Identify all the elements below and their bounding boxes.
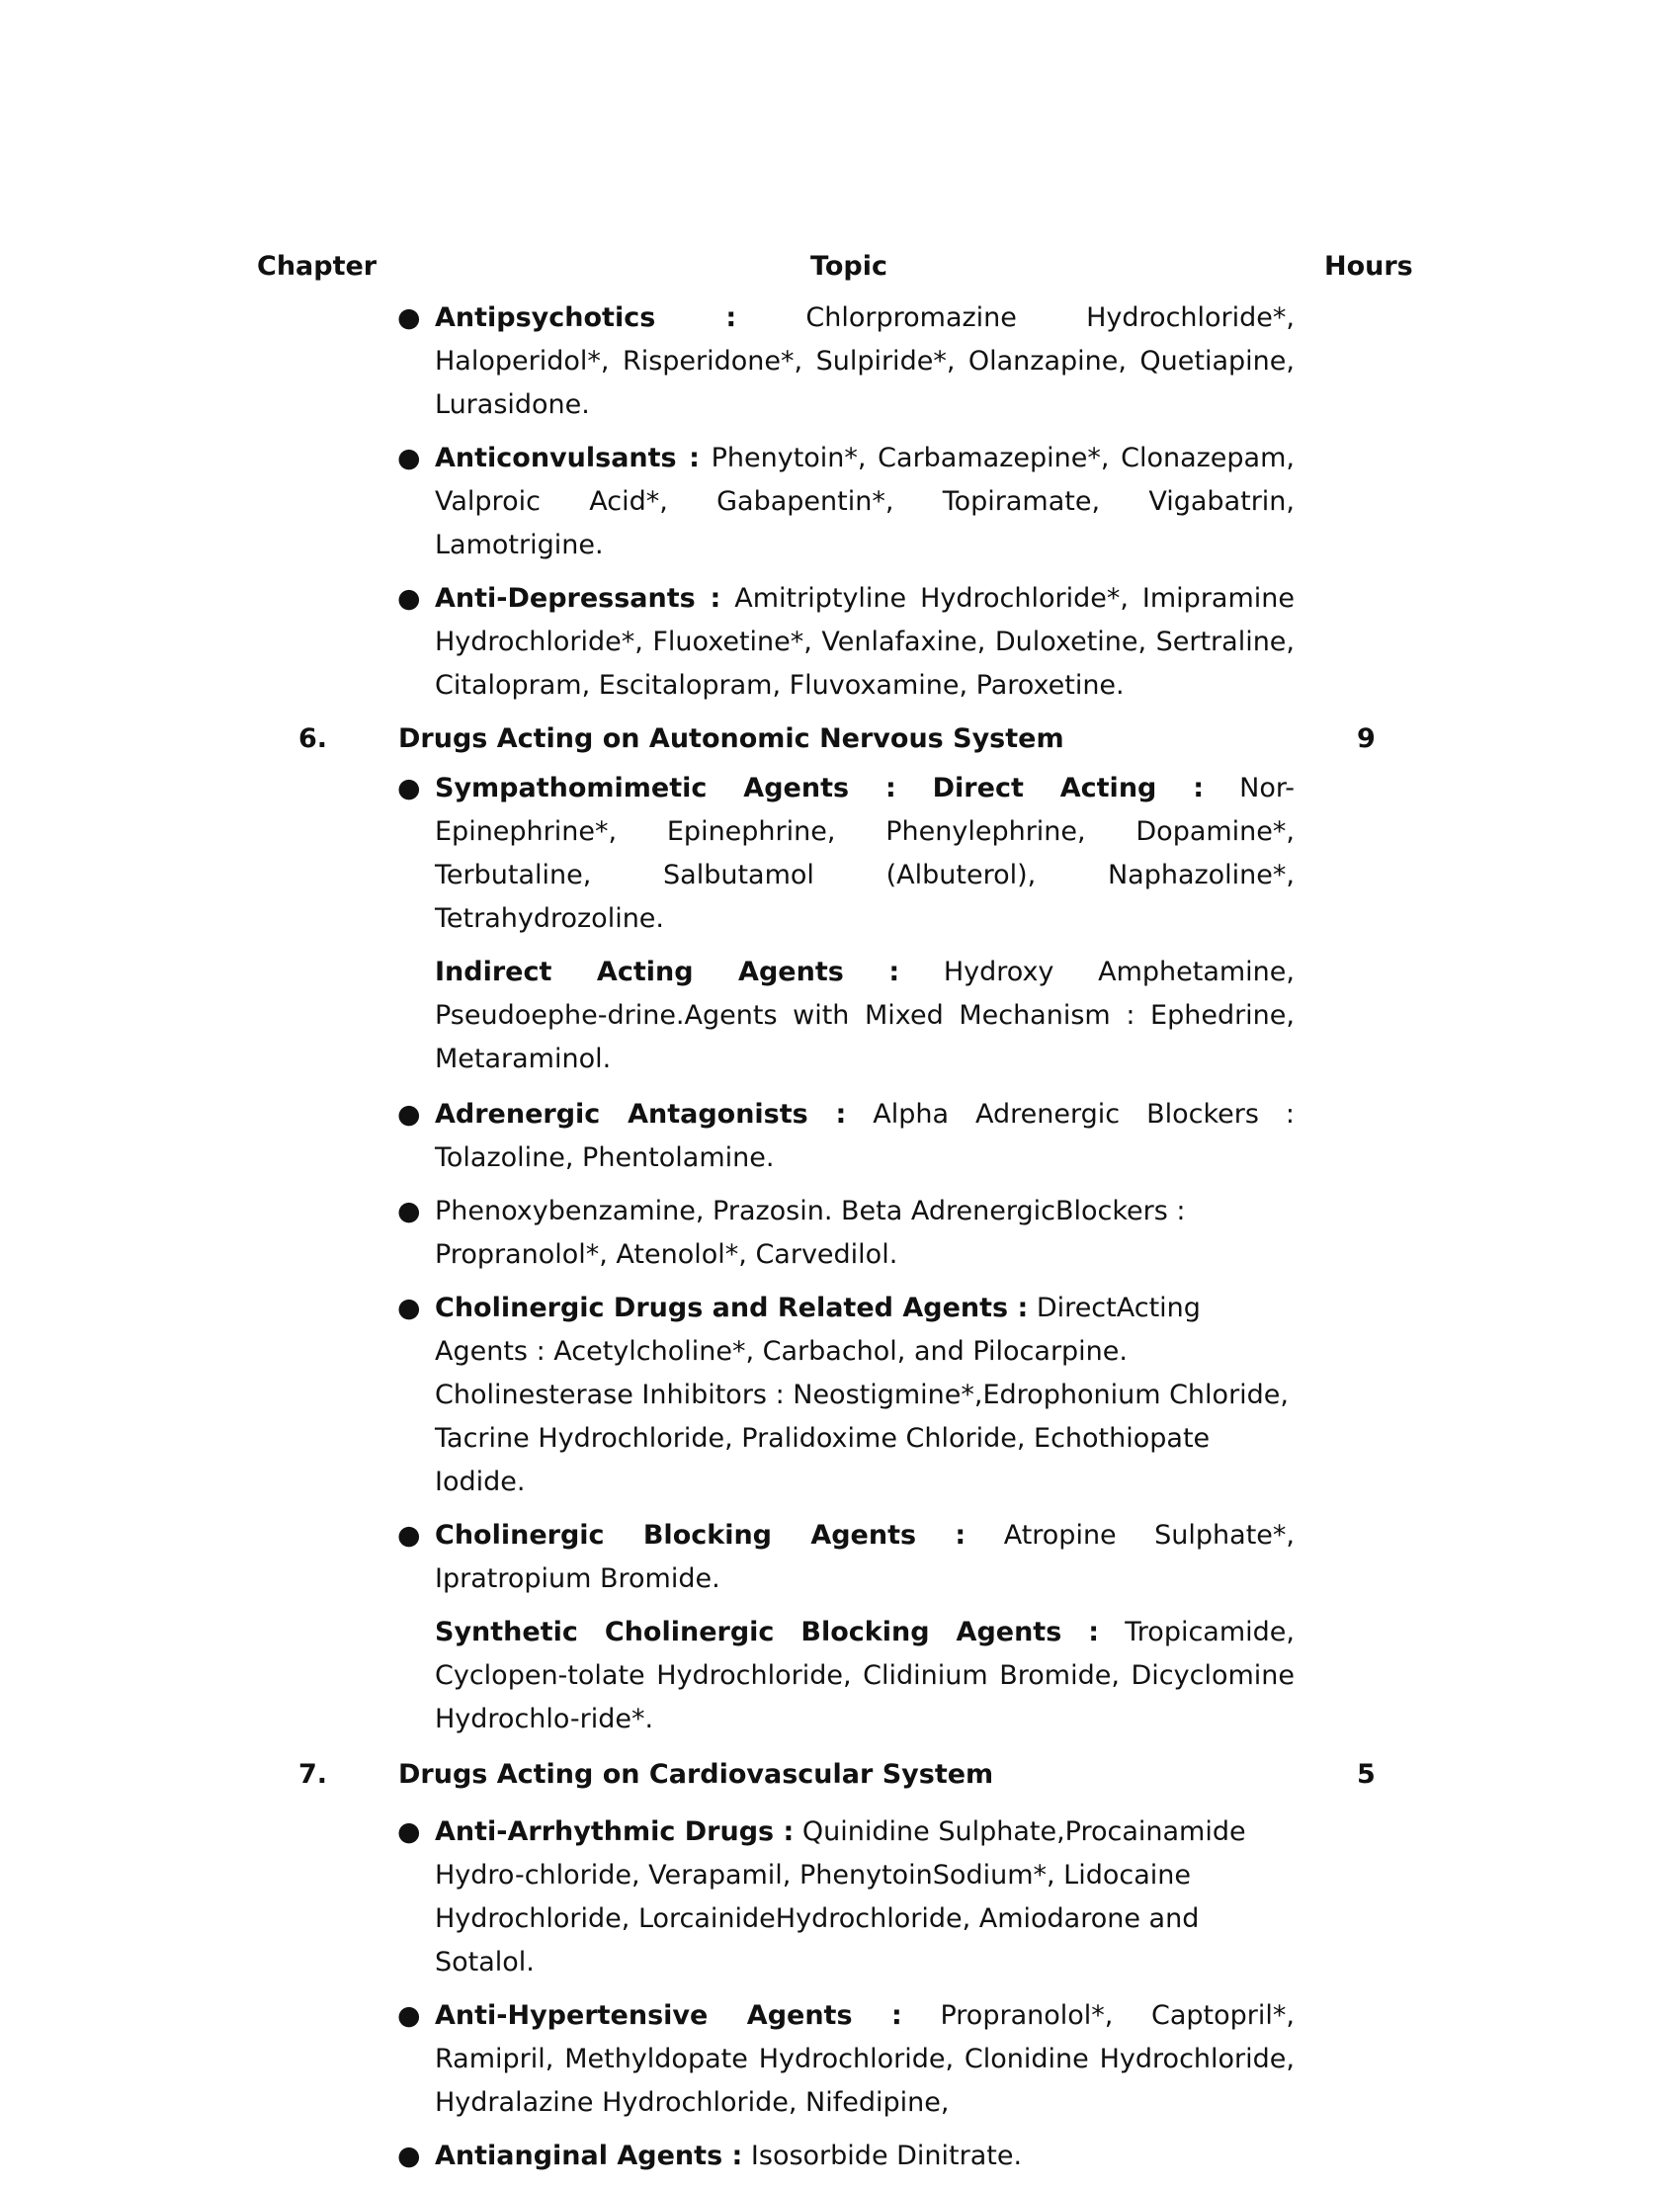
topic-term: Anti-Hypertensive Agents : [435, 2000, 902, 2031]
syllabus-content [0, 296, 1680, 2188]
topic-term: Antipsychotics : [435, 302, 737, 333]
topic-cholinergic-drugs [397, 1287, 1295, 1504]
bullet-icon: ● [397, 583, 421, 614]
chapter-hours: 9 [1357, 723, 1376, 754]
topic-adrenergic-antagonists [397, 1093, 1295, 1180]
bullet-icon: ● [397, 1196, 421, 1226]
topic-term: Synthetic Cholinergic Blocking Agents : [435, 1617, 1100, 1647]
table-header [0, 251, 1680, 291]
topic-term: Indirect Acting Agents : [435, 957, 900, 987]
header-chapter: Chapter [257, 251, 378, 282]
topic-text: Alpha Adrenergic Blockers : Tolazoline, Phentolamine. [435, 1099, 1295, 1173]
bullet-icon: ● [397, 2000, 421, 2031]
bullet-icon: ● [397, 2141, 421, 2171]
chapter-7-row [0, 1753, 1680, 1797]
topic-text: Amitriptyline Hydrochloride*, Imipramine Hydrochloride*, Fluoxetine*, Venlafaxine, Duloxetine, Sertraline, Citalopram, Escitalopram, Fluvoxamine, Paroxetine. [435, 583, 1295, 701]
header-hours: Hours [1324, 251, 1413, 282]
topic-antipsychotics [397, 296, 1295, 427]
topic-text: Quinidine Sulphate,Procainamide Hydro-chloride, Verapamil, PhenytoinSodium*, Lidocaine Hydrochloride, LorcainideHydrochloride, Amiodarone and Sotalol. [435, 1816, 1246, 1978]
chapter-number: 7. [298, 1759, 328, 1790]
topic-sympathomimetic [397, 767, 1295, 941]
topic-text: Chlorpromazine Hydrochloride*, Haloperidol*, Risperidone*, Sulpiride*, Olanzapine, Quetiapine, Lurasidone. [435, 302, 1295, 420]
chapter-title: Drugs Acting on Autonomic Nervous System [398, 723, 1064, 754]
topic-term: Sympathomimetic Agents : Direct Acting : [435, 773, 1205, 803]
topic-phenoxybenzamine [397, 1190, 1295, 1277]
topic-text: Atropine Sulphate*, Ipratropium Bromide. [435, 1520, 1295, 1594]
topic-text: Phenoxybenzamine, Prazosin. Beta AdrenergicBlockers : Propranolol*, Atenolol*, Carvedilol. [435, 1196, 1186, 1270]
topic-text: Isosorbide Dinitrate. [742, 2141, 1023, 2171]
topic-indirect-acting [435, 951, 1295, 1081]
bullet-icon: ● [397, 1816, 421, 1847]
topic-text: Phenytoin*, Carbamazepine*, Clonazepam, Valproic Acid*, Gabapentin*, Topiramate, Vigabatrin, Lamotrigine. [435, 443, 1295, 560]
topic-term: Cholinergic Drugs and Related Agents : [435, 1293, 1029, 1323]
bullet-icon: ● [397, 1099, 421, 1130]
topic-term: Anticonvulsants : [435, 443, 700, 473]
bullet-icon: ● [397, 1520, 421, 1551]
chapter-number: 6. [298, 723, 328, 754]
topic-antiarrhythmic [397, 1810, 1295, 1984]
topic-text: Tropicamide, Cyclopen-tolate Hydrochloride, Clidinium Bromide, Dicyclomine Hydrochlo-ride*. [435, 1617, 1295, 1734]
bullet-icon: ● [397, 443, 421, 473]
bullet-icon: ● [397, 773, 421, 803]
chapter-title: Drugs Acting on Cardiovascular System [398, 1759, 994, 1790]
topic-term: Cholinergic Blocking Agents : [435, 1520, 966, 1551]
topic-text: Nor-Epinephrine*, Epinephrine, Phenylephrine, Dopamine*, Terbutaline, Salbutamol (Albuterol), Naphazoline*, Tetrahydrozoline. [435, 773, 1295, 934]
header-topic: Topic [810, 251, 887, 282]
topic-anticonvulsants [397, 437, 1295, 567]
bullet-icon: ● [397, 302, 421, 333]
topic-cholinergic-blocking [397, 1514, 1295, 1601]
topic-text: Hydroxy Amphetamine, Pseudoephe-drine.Agents with Mixed Mechanism : Ephedrine, Metaraminol. [435, 957, 1295, 1074]
bullet-icon: ● [397, 1293, 421, 1323]
topic-term: Anti-Arrhythmic Drugs : [435, 1816, 795, 1847]
topic-text: DirectActing Agents : Acetylcholine*, Carbachol, and Pilocarpine. Cholinesterase Inhibitors : Neostigmine*,Edrophonium Chloride, Tacrine Hydrochloride, Pralidoxime Chloride, Echothiopate Iodide. [435, 1293, 1289, 1497]
topic-term: Adrenergic Antagonists : [435, 1099, 847, 1130]
topic-antidepressants [397, 577, 1295, 708]
chapter-6-row [0, 717, 1680, 761]
chapter-hours: 5 [1357, 1759, 1376, 1790]
topic-antianginal [397, 2135, 1295, 2178]
topic-term: Antianginal Agents : [435, 2141, 743, 2171]
topic-synthetic-cholinergic [435, 1611, 1295, 1741]
topic-antihypertensive [397, 1994, 1295, 2125]
topic-text: Propranolol*, Captopril*, Ramipril, Methyldopate Hydrochloride, Clonidine Hydrochloride, Hydralazine Hydrochloride, Nifedipine, [435, 2000, 1295, 2118]
topic-term: Anti-Depressants : [435, 583, 721, 614]
